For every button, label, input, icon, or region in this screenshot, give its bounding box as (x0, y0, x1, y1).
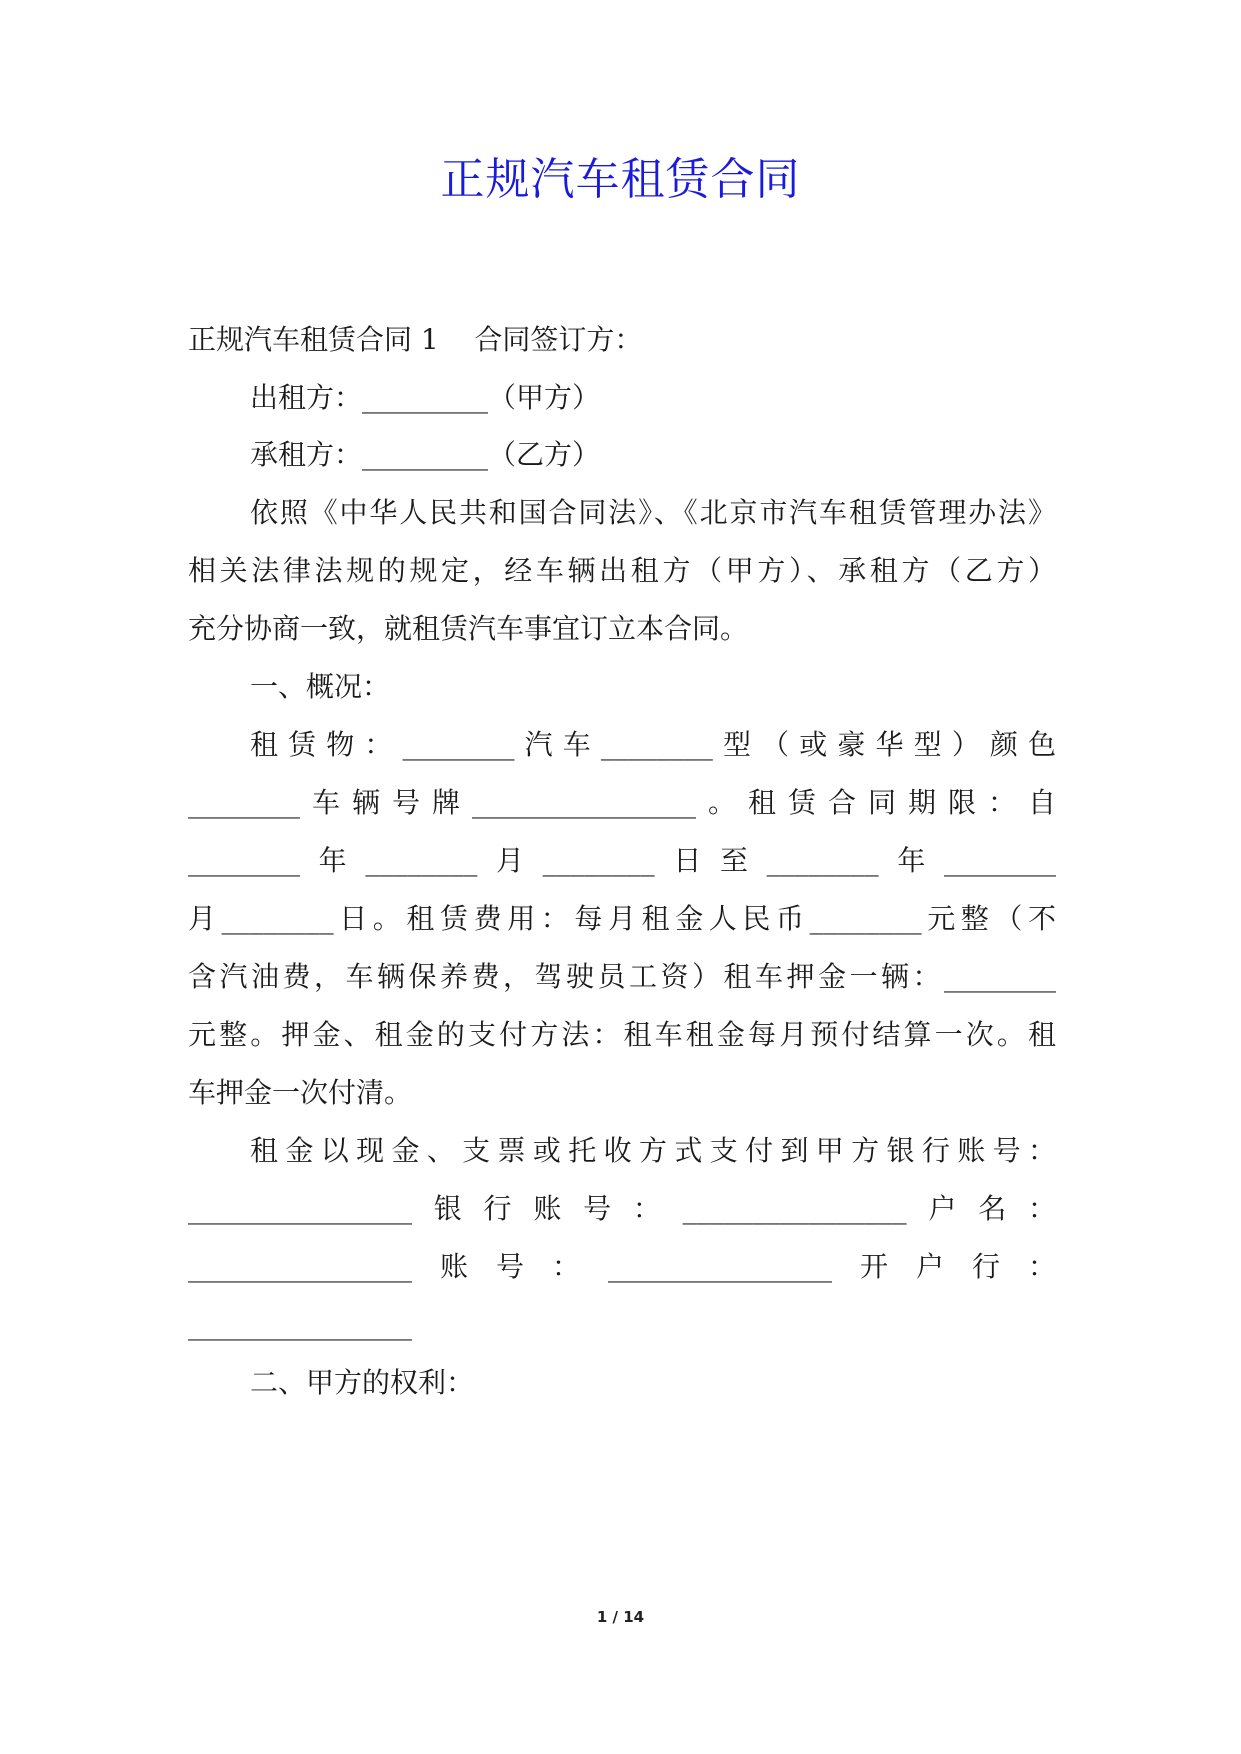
paragraph-line: ________车辆号牌________________。租赁合同期限：自 (188, 786, 1056, 819)
paragraph-line: ________________ (188, 1308, 412, 1341)
contract-heading-line: 正规汽车租赁合同 1 合同签订方： (188, 323, 643, 356)
paragraph-line: 含汽油费，车辆保养费，驾驶员工资）租车押金一辆：________ (188, 960, 1056, 993)
paragraph-line: ________年________月________日至________年________ (188, 844, 1056, 877)
paragraph-line: 车押金一次付清。 (188, 1076, 413, 1109)
paragraph-line: 充分协商一致，就租赁汽车事宜订立本合同。 (188, 612, 749, 645)
lessee-line: 承租方：_________（乙方） (250, 438, 601, 471)
lessor-line: 出租方：_________（甲方） (250, 381, 601, 414)
document-title: 正规汽车租赁合同 (440, 154, 801, 205)
paragraph-line: 租赁物：________汽车________型（或豪华型）颜色 (250, 728, 1056, 761)
paragraph-line: 月________日。租赁费用：每月租金人民币________元整（不 (188, 902, 1056, 935)
section-heading: 一、概况： (250, 670, 391, 703)
paragraph-line: 依照《中华人民共和国合同法》、《北京市汽车租赁管理办法》 (250, 496, 1056, 529)
section-heading: 二、甲方的权利： (250, 1366, 475, 1399)
paragraph-line: 租金以现金、支票或托收方式支付到甲方银行账号： (250, 1134, 1056, 1167)
paragraph-line: 相关法律法规的规定，经车辆出租方（甲方）、承租方（乙方） (188, 554, 1056, 587)
page-number: 1 / 14 (596, 1608, 645, 1626)
paragraph-line: 元整。押金、租金的支付方法：租车租金每月预付结算一次。租 (188, 1018, 1056, 1051)
paragraph-line: ________________银行账号：________________户名： (188, 1192, 1056, 1225)
paragraph-line: ________________账号：________________开户行： (188, 1250, 1056, 1283)
